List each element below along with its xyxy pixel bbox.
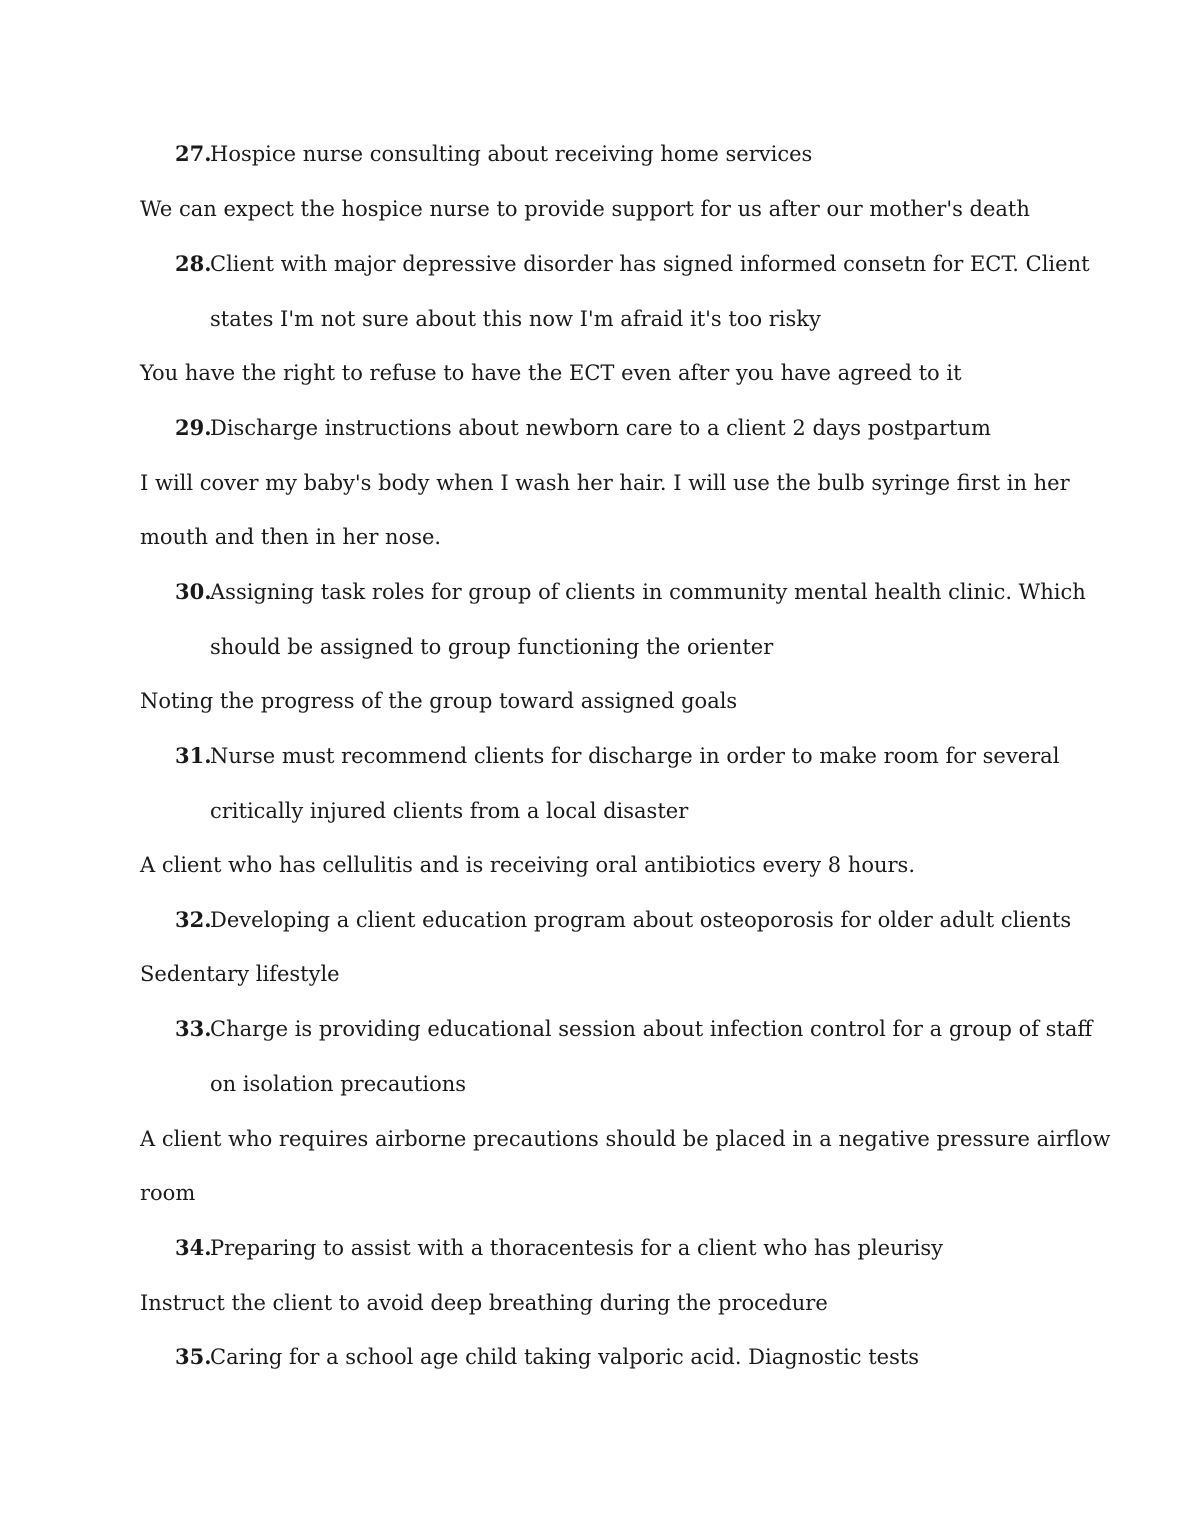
question-28 <box>175 249 1090 279</box>
question-number: 27. <box>175 141 212 166</box>
question-text: Assigning task roles for group of clients in community mental health clinic. Which <box>210 580 1086 604</box>
question-text: Preparing to assist with a thoracentesis for a client who has pleurisy <box>210 1236 944 1260</box>
question-34 <box>175 1233 943 1263</box>
answer-33: A client who requires airborne precautions should be placed in a negative pressure airflow <box>140 1127 1111 1151</box>
question-number: 34. <box>175 1235 212 1260</box>
answer-33-continued: room <box>140 1181 196 1205</box>
answer-29-continued: mouth and then in her nose. <box>140 525 442 549</box>
answer-27: We can expect the hospice nurse to provide support for us after our mother's death <box>140 197 1030 221</box>
question-number: 33. <box>175 1016 212 1041</box>
question-text: Discharge instructions about newborn care to a client 2 days postpartum <box>210 416 991 440</box>
question-text-continued: states I'm not sure about this now I'm afraid it's too risky <box>210 307 821 331</box>
question-number: 28. <box>175 251 212 276</box>
question-text-continued: critically injured clients from a local disaster <box>210 799 689 823</box>
answer-29: I will cover my baby's body when I wash her hair. I will use the bulb syringe first in her <box>140 471 1070 495</box>
question-text: Nurse must recommend clients for discharge in order to make room for several <box>210 744 1060 768</box>
question-29 <box>175 413 991 443</box>
question-number: 29. <box>175 415 212 440</box>
question-number: 32. <box>175 907 212 932</box>
question-30 <box>175 577 1086 607</box>
question-number: 31. <box>175 743 212 768</box>
question-number: 30. <box>175 579 212 604</box>
question-35 <box>175 1342 919 1372</box>
answer-30: Noting the progress of the group toward assigned goals <box>140 689 738 713</box>
question-32 <box>175 905 1071 935</box>
answer-31: A client who has cellulitis and is receiving oral antibiotics every 8 hours. <box>140 853 916 877</box>
question-text: Charge is providing educational session about infection control for a group of staff <box>210 1017 1093 1041</box>
answer-34: Instruct the client to avoid deep breathing during the procedure <box>140 1291 828 1315</box>
question-text: Hospice nurse consulting about receiving home services <box>210 142 813 166</box>
question-text-continued: on isolation precautions <box>210 1072 467 1096</box>
question-text-continued: should be assigned to group functioning the orienter <box>210 635 774 659</box>
question-text: Caring for a school age child taking valporic acid. Diagnostic tests <box>210 1345 920 1369</box>
question-31 <box>175 741 1059 771</box>
question-33 <box>175 1014 1092 1044</box>
answer-28: You have the right to refuse to have the ECT even after you have agreed to it <box>140 361 962 385</box>
question-number: 35. <box>175 1344 212 1369</box>
answer-32: Sedentary lifestyle <box>140 962 340 986</box>
question-27 <box>175 139 812 169</box>
question-text: Developing a client education program about osteoporosis for older adult clients <box>210 908 1072 932</box>
question-text: Client with major depressive disorder has signed informed consetn for ECT. Client <box>210 252 1090 276</box>
